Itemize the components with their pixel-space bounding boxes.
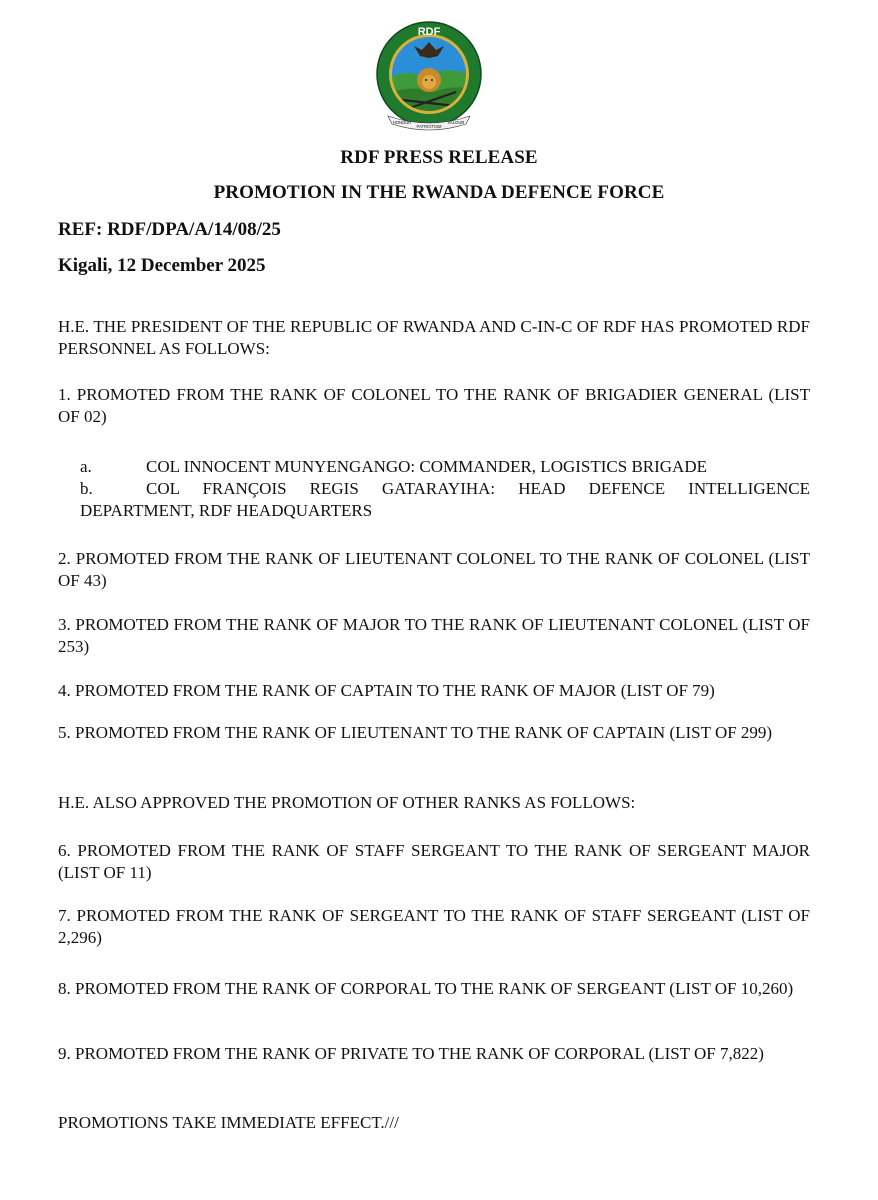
promotion-item-8: 8. PROMOTED FROM THE RANK OF CORPORAL TO THE RANK OF SERGEANT (LIST OF 10,260)	[58, 979, 794, 998]
emblem-top-text: RDF	[417, 26, 441, 38]
sub-item-a-text: COL INNOCENT MUNYENGANGO: COMMANDER, LOGISTICS BRIGADE	[146, 457, 707, 476]
rdf-emblem-logo	[374, 20, 484, 132]
sub-item-b-text: COL FRANÇOIS REGIS GATARAYIHA: HEAD DEFENCE INTELLIGENCE DEPARTMENT, RDF HEADQUARTERS	[80, 479, 810, 520]
promotion-item-1: 1. PROMOTED FROM THE RANK OF COLONEL TO THE RANK OF BRIGADIER GENERAL (LIST OF 02)	[58, 385, 810, 426]
sub-item-b-letter: b.	[80, 479, 93, 498]
promotion-item-3: 3. PROMOTED FROM THE RANK OF MAJOR TO THE RANK OF LIEUTENANT COLONEL (LIST OF 253)	[58, 615, 810, 656]
sub-item-a-letter: a.	[80, 457, 92, 476]
promotion-item-5: 5. PROMOTED FROM THE RANK OF LIEUTENANT TO THE RANK OF CAPTAIN (LIST OF 299)	[58, 723, 773, 742]
sub-item-b	[80, 478, 810, 522]
closing-statement: PROMOTIONS TAKE IMMEDIATE EFFECT.///	[58, 1113, 399, 1132]
promotion-item-4: 4. PROMOTED FROM THE RANK OF CAPTAIN TO THE RANK OF MAJOR (LIST OF 79)	[58, 681, 715, 700]
promotion-item-6: 6. PROMOTED FROM THE RANK OF STAFF SERGEANT TO THE RANK OF SERGEANT MAJOR (LIST OF 11)	[58, 841, 810, 882]
sub-item-a	[80, 456, 810, 478]
intro-paragraph: H.E. THE PRESIDENT OF THE REPUBLIC OF RWANDA AND C-IN-C OF RDF HAS PROMOTED RDF PERSONNEL AS FOLLOWS:	[58, 317, 810, 358]
promotion-item-7: 7. PROMOTED FROM THE RANK OF SERGEANT TO THE RANK OF STAFF SERGEANT (LIST OF 2,296)	[58, 906, 810, 947]
promotion-item-2: 2. PROMOTED FROM THE RANK OF LIEUTENANT COLONEL TO THE RANK OF COLONEL (LIST OF 43)	[58, 549, 810, 590]
promotion-item-9: 9. PROMOTED FROM THE RANK OF PRIVATE TO THE RANK OF CORPORAL (LIST OF 7,822)	[58, 1044, 764, 1063]
reference-number: REF: RDF/DPA/A/14/08/25	[58, 219, 281, 240]
emblem-motto-1: HONOUR	[392, 120, 412, 125]
press-release-subtitle: PROMOTION IN THE RWANDA DEFENCE FORCE	[213, 182, 665, 203]
place-and-date: Kigali, 12 December 2025	[58, 255, 266, 276]
emblem-motto-2: PATRIOTISM	[416, 124, 442, 129]
emblem-motto-3: VALOUR	[447, 120, 465, 125]
press-release-title: RDF PRESS RELEASE	[340, 147, 538, 168]
other-ranks-intro: H.E. ALSO APPROVED THE PROMOTION OF OTHER RANKS AS FOLLOWS:	[58, 793, 636, 812]
